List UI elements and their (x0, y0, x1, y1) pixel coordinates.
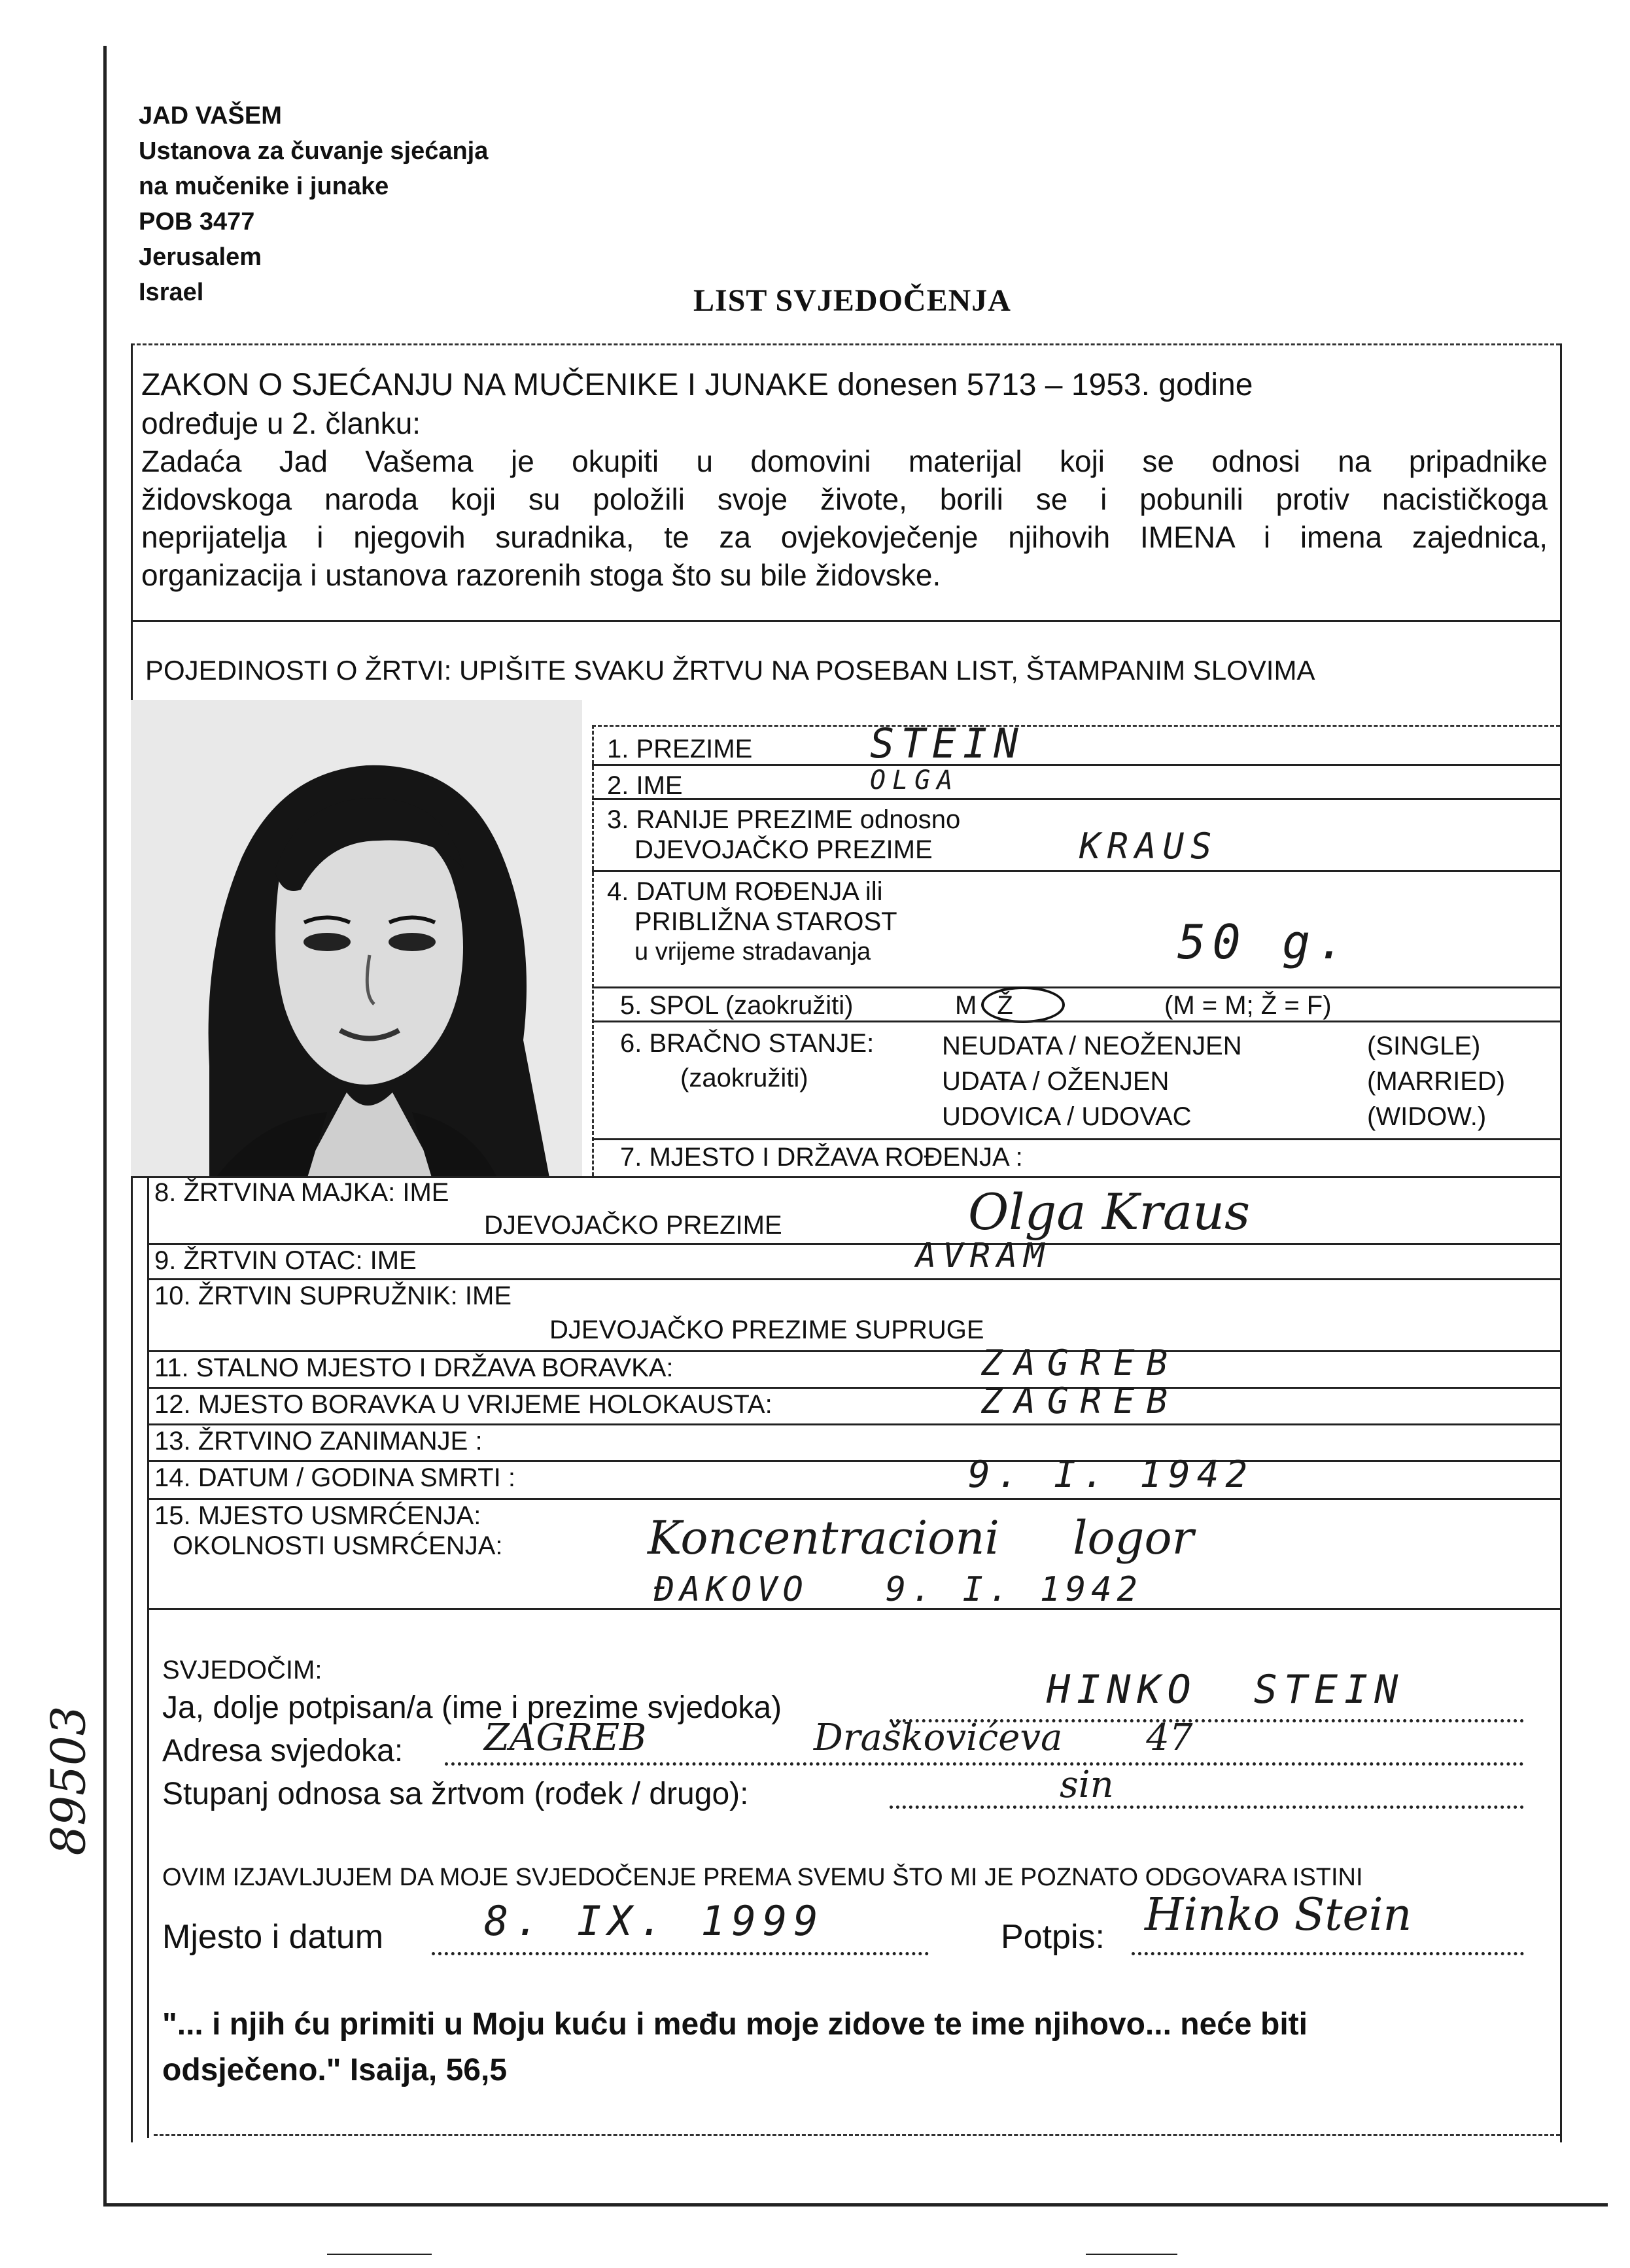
field-deathplace-label (154, 1501, 503, 1561)
quote-line: odsječeno." Isaija, 56,5 (162, 2053, 508, 2087)
field-marital-label: 6. BRAČNO STANJE: (620, 1029, 875, 1058)
institution-line: na mučenike i junake (139, 173, 389, 200)
law-line: ZAKON O SJEĆANJU NA MUČENIKE I JUNAKE donesen 5713 – 1953. godine (141, 368, 1253, 402)
law-line: određuje u 2. članku: (141, 406, 421, 440)
witness-address-line (445, 1762, 1524, 1766)
field-birthdate-label-a: 4. DATUM ROĐENJA ili (607, 877, 883, 906)
institution-pob: POB 3477 (139, 208, 255, 236)
field-rule (147, 1387, 1560, 1389)
field-rule (147, 1350, 1560, 1352)
field-rule (592, 725, 1560, 727)
field-birthdate-value[interactable]: 50 g. (1177, 915, 1352, 969)
field-maiden-label-a: 3. RANIJE PREZIME odnosno (607, 805, 961, 834)
field-rule (592, 870, 1560, 872)
field-rule (147, 1608, 1560, 1610)
field-firstname-label: 2. IME (607, 771, 683, 800)
scan-mark (327, 2254, 432, 2255)
field-rule (147, 1243, 1560, 1245)
margin-archive-number: 89503 (41, 1705, 96, 1856)
field-marital-options[interactable] (942, 1028, 1242, 1134)
field-maiden-value[interactable]: KRAUS (1079, 826, 1219, 867)
witness-place-date-value[interactable]: 8. IX. 1999 (484, 1897, 825, 1945)
witness-name-label: Ja, dolje potpisan/a (ime i prezime svjedoka) (162, 1690, 782, 1725)
witness-address-label: Adresa svjedoka: (162, 1734, 404, 1768)
fields-left-border (592, 725, 594, 1176)
scan-mark (1086, 2254, 1177, 2255)
witness-name-value[interactable]: HINKO STEIN (1047, 1667, 1405, 1713)
field-mother-value[interactable]: Olga Kraus (968, 1183, 1251, 1241)
law-line: organizacija i ustanova razorenih stoga što su bile židovske. (141, 558, 941, 592)
institution-country: Israel (139, 279, 204, 306)
field-residence-label: 11. STALNO MJESTO I DRŽAVA BORAVKA: (154, 1353, 674, 1382)
closing-quote (162, 2002, 1549, 2093)
witness-relation-label: Stupanj odnosa sa žrtvom (rođek / drugo): (162, 1777, 749, 1811)
field-rule (592, 798, 1560, 800)
witness-address-value[interactable]: ZAGREB Draškovićeva 47 (484, 1717, 1193, 1759)
witness-heading: SVJEDOČIM: (162, 1656, 322, 1684)
form-bottom-border (154, 2134, 1560, 2136)
field-rule (592, 1021, 1560, 1022)
field-rule (147, 1278, 1560, 1280)
quote-line: "... i njih ću primiti u Moju kuću i među moje zidove te ime njihovo... neće biti (162, 2007, 1308, 2042)
field-sex-label: 5. SPOL (zaokružiti) (620, 991, 854, 1020)
lower-fields-left-border (147, 1176, 149, 1608)
field-birthdate-label (607, 877, 897, 967)
page-bottom-border (103, 2203, 1608, 2207)
victim-section-header: POJEDINOSTI O ŽRTVI: UPIŠITE SVAKU ŽRTVU NA POSEBAN LIST, ŠTAMPANIM SLOVIMA (145, 655, 1315, 686)
field-birthplace-label: 7. MJESTO I DRŽAVA ROĐENJA : (620, 1143, 1023, 1172)
witness-declaration: OVIM IZJAVLJUJEM DA MOJE SVJEDOČENJE PREMA SVEMU ŠTO MI JE POZNATO ODGOVARA ISTINI (162, 1864, 1363, 1891)
field-marital-sub: (zaokružiti) (680, 1064, 808, 1092)
form-top-border (131, 343, 1560, 345)
sex-circle-mark (981, 986, 1065, 1023)
institution-line: Ustanova za čuvanje sjećanja (139, 137, 489, 165)
form-right-border (1560, 343, 1562, 2142)
law-line: Zadaća Jad Vašema je okupiti u domovini materijal koji se odnosi na pripadnike (141, 444, 1548, 478)
form-left-border (131, 343, 133, 2142)
marital-en-married: (MARRIED) (1367, 1067, 1506, 1096)
institution-city: Jerusalem (139, 243, 262, 271)
field-marital-english (1367, 1028, 1505, 1134)
marital-option-married[interactable]: UDATA / OŽENJEN (942, 1067, 1170, 1096)
marital-en-widowed: (WIDOW.) (1367, 1102, 1487, 1131)
form-title: LIST SVJEDOČENJA (693, 283, 1011, 318)
witness-left-border (147, 1608, 149, 2138)
witness-signature-label: Potpis: (1001, 1918, 1105, 1956)
field-deathplace-value[interactable]: Koncentracioni logor (648, 1511, 1194, 1565)
institution-block (139, 98, 488, 310)
victim-photo (131, 700, 582, 1178)
law-line: židovskoga naroda koji su položili svoje živote, borili se i pobunili protiv nacističkoga (141, 482, 1548, 516)
field-birthdate-label-b: PRIBLIŽNA STAROST (634, 907, 897, 936)
field-rule (147, 1423, 1560, 1425)
field-surname-label: 1. PREZIME (607, 735, 753, 763)
field-holocaust-residence-value[interactable]: ZAGREB (981, 1380, 1180, 1422)
law-text (141, 366, 1548, 594)
witness-signature-line (1132, 1952, 1524, 1955)
law-line: neprijatelja i njegovih suradnika, te za ovjekovječenje njihovih IMENA i imena zajednica, (141, 520, 1548, 554)
field-occupation-label: 13. ŽRTVINO ZANIMANJE : (154, 1427, 483, 1456)
field-deathplace-label-a: 15. MJESTO USMRĆENJA: (154, 1501, 481, 1530)
field-residence-value[interactable]: ZAGREB (981, 1342, 1180, 1384)
field-mother-label-b: DJEVOJAČKO PREZIME (484, 1211, 782, 1240)
witness-relation-line (890, 1806, 1524, 1809)
witness-relation-value[interactable]: sin (1060, 1764, 1114, 1806)
field-rule (147, 1498, 1560, 1500)
institution-name: JAD VAŠEM (139, 102, 282, 130)
witness-place-date-line (432, 1952, 929, 1955)
field-surname-value[interactable]: STEIN (870, 720, 1025, 767)
field-birthdate-label-c: u vrijeme stradavanja (634, 938, 871, 966)
witness-place-date-label: Mjesto i datum (162, 1918, 384, 1956)
field-spouse-label-b: DJEVOJAČKO PREZIME SUPRUGE (549, 1316, 984, 1344)
field-deathdate-label: 14. DATUM / GODINA SMRTI : (154, 1463, 515, 1492)
page-left-border (103, 46, 107, 2205)
marital-option-widowed[interactable]: UDOVICA / UDOVAC (942, 1102, 1192, 1131)
field-rule (592, 1138, 1560, 1140)
field-maiden-label-b: DJEVOJAČKO PREZIME (634, 835, 933, 864)
portrait-image (131, 700, 582, 1178)
field-spouse-label-a: 10. ŽRTVIN SUPRUŽNIK: IME (154, 1282, 512, 1310)
field-maiden-label (607, 805, 960, 865)
field-sex-options[interactable]: M Ž (955, 991, 1020, 1020)
field-father-value[interactable]: AVRAM (916, 1236, 1051, 1276)
field-deathplace-label-b: OKOLNOSTI USMRĆENJA: (173, 1531, 503, 1560)
marital-en-single: (SINGLE) (1367, 1032, 1481, 1060)
field-sex-legend: (M = M; Ž = F) (1164, 991, 1332, 1020)
field-father-label: 9. ŽRTVIN OTAC: IME (154, 1246, 417, 1275)
witness-signature-value[interactable]: Hinko Stein (1145, 1889, 1412, 1941)
law-divider (131, 620, 1560, 622)
marital-option-single[interactable]: NEUDATA / NEOŽENJEN (942, 1032, 1242, 1060)
field-rule (147, 1460, 1560, 1462)
field-holocaust-residence-label: 12. MJESTO BORAVKA U VRIJEME HOLOKAUSTA: (154, 1390, 772, 1419)
field-mother-label-a: 8. ŽRTVINA MAJKA: IME (154, 1178, 449, 1207)
field-firstname-value[interactable]: OLGA (870, 765, 960, 795)
field-rule (592, 764, 1560, 766)
field-rule (592, 986, 1560, 988)
field-deathdate-value[interactable]: 9. I. 1942 (968, 1454, 1255, 1496)
field-circumstances-value[interactable]: ĐAKOVO 9. I. 1942 (654, 1570, 1143, 1609)
